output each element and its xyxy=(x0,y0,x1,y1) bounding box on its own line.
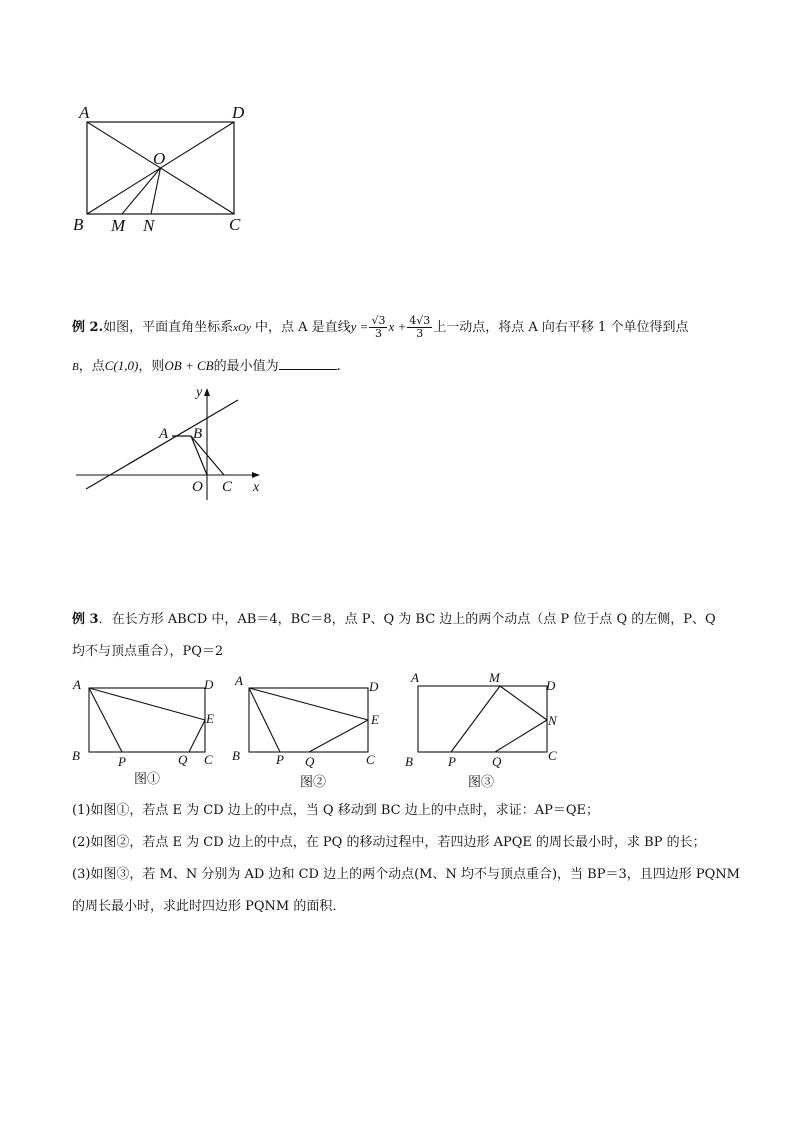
equation-lhs: y = xyxy=(350,319,369,334)
segment-on xyxy=(151,168,161,214)
example2-line2 xyxy=(72,356,341,377)
question-2-text: (2)如图②，若点 E 为 CD 边上的中点，在 PQ 的移动过程中，若四边形 APQE 的周长最小时，求 BP 的长； xyxy=(72,835,706,850)
label-c: C xyxy=(222,479,233,495)
label-o: O xyxy=(153,149,166,168)
answer-blank xyxy=(279,357,337,370)
label-b: B xyxy=(405,754,413,769)
example2-text-3: 上一动点，将点 A 向右平移 1 个单位得到点 xyxy=(433,320,689,335)
point-b: B xyxy=(72,361,79,373)
example3-line1 xyxy=(72,610,716,630)
fraction-4sqrt3-over-3: $\frac{4√3}{3}$ xyxy=(409,314,431,340)
label-p: P xyxy=(276,752,284,767)
rectangle-abcd xyxy=(249,688,368,752)
label-c: C xyxy=(366,752,375,767)
label-q: Q xyxy=(305,754,315,769)
segment-mp xyxy=(451,686,500,752)
example2-line2-text-2: ，则 xyxy=(138,359,165,374)
label-c: C xyxy=(229,215,241,234)
label-n: N xyxy=(548,713,557,728)
y-axis-arrow xyxy=(204,388,210,396)
label-e: E xyxy=(371,712,379,727)
point-c-coord: C(1,0) xyxy=(104,358,139,373)
line-y-graph xyxy=(86,400,238,489)
label-d: D xyxy=(369,679,379,694)
example2-line1 xyxy=(72,315,688,340)
label-y-axis: y xyxy=(196,385,203,400)
question-2 xyxy=(72,833,706,853)
label-p: P xyxy=(118,754,126,769)
label-o: O xyxy=(192,479,203,495)
label-a: A xyxy=(235,673,243,688)
segment-eq xyxy=(309,720,368,752)
figure-3-3 xyxy=(400,666,566,792)
example3-text-1: ．在长方形 ABCD 中，AB＝4，BC＝8，点 P、Q 为 BC 边上的两个动点（点 P 位于点 Q 的左侧，P、Q xyxy=(98,612,716,627)
label-d: D xyxy=(204,677,214,692)
label-m: M xyxy=(489,670,500,685)
label-d: D xyxy=(546,678,556,693)
rectangle-abcd xyxy=(89,688,205,752)
example3-line2 xyxy=(72,642,223,662)
question-3-text-1: (3)如图③，若 M、N 分别为 AD 边和 CD 边上的两个动点(M、N 均不与顶点重合)，当 BP＝3，且四边形 PQNM xyxy=(72,867,740,882)
example2-end: . xyxy=(336,359,341,374)
figure-3-2 xyxy=(226,672,386,792)
question-3-line2 xyxy=(72,897,345,917)
label-a: A xyxy=(79,103,90,122)
example2-prefix: 例 2. xyxy=(72,320,104,335)
label-b: B xyxy=(193,426,203,442)
label-a: A xyxy=(73,677,81,692)
segment-om xyxy=(122,168,161,214)
figure-3-1 xyxy=(68,672,224,788)
label-d: D xyxy=(232,103,245,122)
segment-eq xyxy=(189,720,205,752)
equation-mid: x + xyxy=(388,319,407,334)
label-c: C xyxy=(204,752,213,767)
segment-ap xyxy=(249,688,280,752)
label-p: P xyxy=(448,754,456,769)
segment-ae xyxy=(89,688,205,720)
fraction-sqrt3-over-3: $\frac{√3}{3}$ xyxy=(371,314,386,340)
segment-nq xyxy=(495,720,547,752)
question-1-text: (1)如图①，若点 E 为 CD 边上的中点，当 Q 移动到 BC 边上的中点时，求证：AP＝QE； xyxy=(72,803,600,818)
label-e: E xyxy=(206,711,214,726)
segment-ae xyxy=(249,688,368,720)
label-m: M xyxy=(111,216,126,235)
label-c: C xyxy=(548,748,557,763)
example2-text-2: 中，点 A 是直线 xyxy=(250,320,351,335)
example2-line2-text-3: 的最小值为 xyxy=(213,359,279,374)
example2-line2-text-1: ，点 xyxy=(78,359,105,374)
example3-prefix: 例 3 xyxy=(72,612,99,627)
question-3-text-2: 的周长最小时，求此时四边形 PQNM 的面积． xyxy=(72,899,346,914)
figure-coordinate-plane xyxy=(70,382,270,502)
caption-figure-3: 图③ xyxy=(468,775,495,790)
expression-ob-cb: OB + CB xyxy=(164,358,214,373)
segment-ap xyxy=(89,688,122,752)
label-b: B xyxy=(73,215,84,234)
example2-text-1: 如图，平面直角坐标系 xyxy=(103,320,234,335)
question-3-line1 xyxy=(72,865,740,885)
label-q: Q xyxy=(492,754,502,769)
label-a: A xyxy=(411,670,419,685)
example3-text-2: 均不与顶点重合），PQ＝2 xyxy=(72,644,224,659)
figure-rectangle-diagonals xyxy=(66,98,256,240)
question-1 xyxy=(72,801,599,821)
label-n: N xyxy=(143,216,155,235)
label-b: B xyxy=(232,748,240,763)
xoy-symbol: xOy xyxy=(233,322,251,334)
x-axis-arrow xyxy=(252,472,260,478)
caption-figure-2: 图② xyxy=(300,775,327,790)
rectangle-abcd xyxy=(418,686,547,752)
label-a: A xyxy=(159,426,169,442)
caption-figure-1: 图① xyxy=(134,772,161,787)
segment-mn xyxy=(500,686,547,720)
label-b: B xyxy=(72,748,80,763)
label-q: Q xyxy=(178,752,188,767)
label-x-axis: x xyxy=(253,480,260,495)
